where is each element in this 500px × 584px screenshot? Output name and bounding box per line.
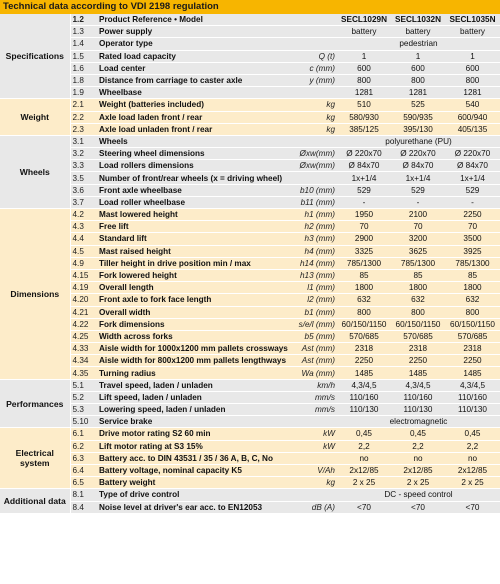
row-value-model-2: 632 [391,294,445,306]
row-description: Tiller height in drive position min / max [97,257,289,269]
row-value-model-3: 2250 [445,209,500,221]
row-value-model-2: 800 [391,74,445,86]
row-number: 6.4 [70,464,97,476]
row-number: 4.4 [70,233,97,245]
row-value-model-1: 800 [337,306,391,318]
row-value-model-2: 395/130 [391,123,445,135]
technical-data-table [0,14,500,514]
row-value-model-3: 85 [445,269,500,281]
row-number: 4.20 [70,294,97,306]
row-number: 4.25 [70,330,97,342]
table-row [0,221,500,233]
row-value-model-1: 110/130 [337,404,391,416]
row-value-model-1: Ø 220x70 [337,148,391,160]
row-description: Lift speed, laden / unladen [97,391,289,403]
row-value-model-1: <70 [337,501,391,513]
row-value-model-3: 2x12/85 [445,464,500,476]
row-number: 4.33 [70,343,97,355]
row-unit: Ast (mm) [289,355,337,367]
row-unit: h3 (mm) [289,233,337,245]
row-description: Distance from carriage to caster axle [97,74,289,86]
row-number: 3.1 [70,135,97,147]
row-number: 5.2 [70,391,97,403]
row-description: Battery voltage, nominal capacity K5 [97,464,289,476]
row-value-model-2: 1281 [391,87,445,99]
row-unit: Q (t) [289,50,337,62]
table-row [0,62,500,74]
row-description: Aisle width for 800x1200 mm pallets lengthways [97,355,289,367]
row-value-model-3: 2 x 25 [445,477,500,489]
row-unit: b11 (mm) [289,196,337,208]
row-value-span: electromagnetic [337,416,500,428]
row-value-model-2: <70 [391,501,445,513]
row-number: 1.5 [70,50,97,62]
table-row [0,489,500,501]
row-unit: h4 (mm) [289,245,337,257]
row-unit [289,489,337,501]
row-value-model-1: Ø 84x70 [337,160,391,172]
row-value-model-2: 1485 [391,367,445,379]
row-number: 5.3 [70,404,97,416]
row-number: 4.22 [70,318,97,330]
row-value-model-2: battery [391,26,445,38]
row-value-model-3: 2318 [445,343,500,355]
row-value-model-2: 525 [391,99,445,111]
row-value-model-1: 110/160 [337,391,391,403]
table-row [0,318,500,330]
table-row [0,87,500,99]
row-description: Travel speed, laden / unladen [97,379,289,391]
table-row [0,501,500,513]
row-unit [289,452,337,464]
row-value-model-1: 4,3/4,5 [337,379,391,391]
row-value-model-3: 70 [445,221,500,233]
row-value-model-3: 540 [445,99,500,111]
row-description: Overall width [97,306,289,318]
row-number: 6.5 [70,477,97,489]
row-value-model-2: 2100 [391,209,445,221]
row-unit: Øxw(mm) [289,160,337,172]
row-description: Load center [97,62,289,74]
row-value-model-2: Ø 84x70 [391,160,445,172]
row-number: 1.4 [70,38,97,50]
row-description: Aisle width for 1000x1200 mm pallets crossways [99,344,288,354]
row-number: 4.2 [70,209,97,221]
row-number: 6.3 [70,452,97,464]
table-row [0,306,500,318]
row-value-model-1: 1 [337,50,391,62]
table-row [0,172,500,184]
row-value-model-1: 70 [337,221,391,233]
row-value-model-1: 600 [337,62,391,74]
table-row [0,160,500,172]
row-description: Load rollers dimensions [97,160,289,172]
row-value-model-3: 405/135 [445,123,500,135]
row-description: Product Reference • Model [97,14,289,26]
row-value-model-3: no [445,452,500,464]
row-value-model-1: 800 [337,74,391,86]
row-unit: V/Ah [289,464,337,476]
row-description: Free lift [97,221,289,233]
row-number: 3.5 [70,172,97,184]
row-value-model-3: - [445,196,500,208]
row-unit: y (mm) [289,74,337,86]
row-unit: dB (A) [289,501,337,513]
row-value-span: pedestrian [337,38,500,50]
table-row [0,148,500,160]
row-unit: kg [289,477,337,489]
row-unit: kW [289,428,337,440]
row-unit: kW [289,440,337,452]
row-value-model-3: 4,3/4,5 [445,379,500,391]
row-value-model-2: 785/1300 [391,257,445,269]
row-value-model-1: 510 [337,99,391,111]
table-row [0,135,500,147]
row-unit: Øxw(mm) [289,148,337,160]
row-value-model-1: 1950 [337,209,391,221]
group-label: Weight [0,99,70,136]
row-description: Number of front/rear wheels (x = driving wheel) [97,172,289,184]
row-value-model-1: 1281 [337,87,391,99]
row-unit: c (mm) [289,62,337,74]
row-number: 1.9 [70,87,97,99]
row-value-model-3: 785/1300 [445,257,500,269]
row-unit: h13 (mm) [289,269,337,281]
row-description: Type of drive control [97,489,289,501]
row-value-model-1: 570/685 [337,330,391,342]
row-value-model-2: 2 x 25 [391,477,445,489]
row-value-model-2: 600 [391,62,445,74]
row-unit [289,172,337,184]
row-value-model-1: 0,45 [337,428,391,440]
row-unit: km/h [289,379,337,391]
row-number: 8.4 [70,501,97,513]
group-label: Additional data [0,489,70,513]
row-description: Fork dimensions [97,318,289,330]
row-number: 4.9 [70,257,97,269]
row-value-model-1: 2,2 [337,440,391,452]
row-value-model-1: 785/1300 [337,257,391,269]
row-value-model-1: 632 [337,294,391,306]
row-value-model-2: 1 [391,50,445,62]
row-number: 5.10 [70,416,97,428]
row-number: 4.5 [70,245,97,257]
row-value-model-1: 1800 [337,282,391,294]
table-row [0,245,500,257]
row-value-model-1: no [337,452,391,464]
row-number: 6.2 [70,440,97,452]
row-description: Mast lowered height [97,209,289,221]
row-value-model-2: 3200 [391,233,445,245]
row-value-model-3: 1281 [445,87,500,99]
row-number: 3.2 [70,148,97,160]
table-row [0,99,500,111]
row-value-model-3: 110/130 [445,404,500,416]
table-row [0,391,500,403]
table-row [0,257,500,269]
row-number: 4.15 [70,269,97,281]
row-description: Front axle to fork face length [97,294,289,306]
row-value-model-3: 2250 [445,355,500,367]
row-value-model-3: 3925 [445,245,500,257]
row-number: 5.1 [70,379,97,391]
row-description: Width across forks [97,330,289,342]
row-description: Battery acc. to DIN 43531 / 35 / 36 A, B, C, No [97,452,289,464]
row-unit: kg [289,123,337,135]
table-row [0,282,500,294]
row-value-model-2: SECL1032N [391,14,445,26]
row-unit: kg [289,99,337,111]
row-value-model-3: 60/150/1150 [445,318,500,330]
row-value-model-2: 0,45 [391,428,445,440]
row-number: 1.8 [70,74,97,86]
row-value-model-2: 2,2 [391,440,445,452]
group-label: Dimensions [0,209,70,380]
row-number: 4.35 [70,367,97,379]
row-number: 2.2 [70,111,97,123]
group-label: Wheels [0,135,70,208]
row-value-span: DC - speed control [337,489,500,501]
row-value-model-2: 2x12/85 [391,464,445,476]
row-description: Mast raised height [97,245,289,257]
row-unit: h2 (mm) [289,221,337,233]
row-number: 2.1 [70,99,97,111]
row-value-model-3: 1 [445,50,500,62]
row-description: Wheelbase [97,87,289,99]
table-row [0,330,500,342]
row-value-model-2: - [391,196,445,208]
row-value-model-1: 2250 [337,355,391,367]
table-row [0,38,500,50]
row-unit: b5 (mm) [289,330,337,342]
row-unit: Wa (mm) [289,367,337,379]
row-description: Battery weight [97,477,289,489]
table-row [0,26,500,38]
row-value-model-1: 1485 [337,367,391,379]
row-unit: s/e/l (mm) [289,318,337,330]
row-unit [289,38,337,50]
row-value-model-3: 600/940 [445,111,500,123]
row-value-model-2: 570/685 [391,330,445,342]
table-row [0,452,500,464]
row-number: 1.2 [70,14,97,26]
row-value-model-2: 2318 [391,343,445,355]
row-description: Lift motor rating at S3 15% [97,440,289,452]
row-description: Wheels [97,135,289,147]
row-value-model-3: SECL1035N [445,14,500,26]
row-value-model-3: 800 [445,306,500,318]
table-row [0,111,500,123]
row-number: 1.3 [70,26,97,38]
row-description: Axle load laden front / rear [97,111,289,123]
row-value-model-3: 570/685 [445,330,500,342]
row-description: Lowering speed, laden / unladen [97,404,289,416]
row-value-model-1: 529 [337,184,391,196]
row-value-model-2: 85 [391,269,445,281]
table-row [0,440,500,452]
row-unit: mm/s [289,391,337,403]
row-description: Turning radius [97,367,289,379]
row-description: Front axle wheelbase [97,184,289,196]
row-value-model-3: Ø 220x70 [445,148,500,160]
row-value-model-3: 2,2 [445,440,500,452]
row-value-model-2: Ø 220x70 [391,148,445,160]
row-unit [289,416,337,428]
row-value-model-1: 1x+1/4 [337,172,391,184]
row-value-model-1: - [337,196,391,208]
row-value-model-2: 800 [391,306,445,318]
row-description: Operator type [97,38,289,50]
row-unit: b1 (mm) [289,306,337,318]
row-unit: kg [289,111,337,123]
row-description: Standard lift [97,233,289,245]
row-description: Power supply [97,26,289,38]
table-row [0,123,500,135]
row-value-model-2: 2250 [391,355,445,367]
table-row [0,233,500,245]
row-description: Fork lowered height [97,269,289,281]
row-number: 3.3 [70,160,97,172]
row-unit: mm/s [289,404,337,416]
row-description: Noise level at driver's ear acc. to EN12053 [97,501,289,513]
row-value-model-2: 70 [391,221,445,233]
row-value-model-1: 580/930 [337,111,391,123]
row-number: 4.21 [70,306,97,318]
row-value-span: polyurethane (PU) [337,135,500,147]
row-description: Load roller wheelbase [97,196,289,208]
row-unit: b10 (mm) [289,184,337,196]
row-value-model-2: 529 [391,184,445,196]
row-unit: h1 (mm) [289,209,337,221]
table-row [0,404,500,416]
row-value-model-3: 110/160 [445,391,500,403]
table-row [0,269,500,281]
row-value-model-1: 2900 [337,233,391,245]
table-row [0,416,500,428]
row-unit: Ast (mm) [289,343,337,355]
table-row [0,294,500,306]
row-value-model-3: 632 [445,294,500,306]
row-number: 4.19 [70,282,97,294]
row-number: 4.3 [70,221,97,233]
row-value-model-3: battery [445,26,500,38]
row-value-model-2: 4,3/4,5 [391,379,445,391]
row-description: Overall length [97,282,289,294]
row-value-model-2: 1800 [391,282,445,294]
row-number: 3.6 [70,184,97,196]
group-label: Performances [0,379,70,428]
row-number: 8.1 [70,489,97,501]
row-unit [289,26,337,38]
group-label: Electrical system [0,428,70,489]
row-description: Drive motor rating S2 60 min [97,428,289,440]
table-row [0,428,500,440]
table-row [0,367,500,379]
row-value-model-1: 2 x 25 [337,477,391,489]
row-description: Steering wheel dimensions [97,148,289,160]
table-body [0,14,500,513]
row-value-model-2: 3625 [391,245,445,257]
row-value-model-2: 110/130 [391,404,445,416]
row-description: Rated load capacity [97,50,289,62]
row-value-model-2: no [391,452,445,464]
row-number: 2.3 [70,123,97,135]
group-label: Specifications [0,14,70,99]
row-value-model-1: 3325 [337,245,391,257]
table-row [0,464,500,476]
row-description: Service brake [97,416,289,428]
row-value-model-3: 1x+1/4 [445,172,500,184]
table-row [0,50,500,62]
table-row [0,196,500,208]
row-description: Axle load unladen front / rear [97,123,289,135]
table-title: Technical data according to VDI 2198 regulation [0,0,500,14]
table-row [0,477,500,489]
row-value-model-1: 85 [337,269,391,281]
row-value-model-3: 0,45 [445,428,500,440]
row-value-model-1: 60/150/1150 [337,318,391,330]
row-value-model-2: 1x+1/4 [391,172,445,184]
row-value-model-2: 110/160 [391,391,445,403]
row-number: 4.34 [70,355,97,367]
row-unit [289,87,337,99]
row-unit: l1 (mm) [289,282,337,294]
row-value-model-2: 60/150/1150 [391,318,445,330]
row-number: 3.7 [70,196,97,208]
row-value-model-1: 2318 [337,343,391,355]
row-value-model-3: Ø 84x70 [445,160,500,172]
table-row [0,74,500,86]
table-row [0,343,500,355]
row-unit [289,135,337,147]
row-value-model-1: 2x12/85 [337,464,391,476]
row-value-model-3: 600 [445,62,500,74]
row-unit: h14 (mm) [289,257,337,269]
row-value-model-1: 385/125 [337,123,391,135]
table-row [0,14,500,26]
row-number: 6.1 [70,428,97,440]
table-row [0,379,500,391]
row-unit: l2 (mm) [289,294,337,306]
table-row [0,184,500,196]
row-value-model-3: <70 [445,501,500,513]
row-number: 1.6 [70,62,97,74]
row-value-model-2: 590/935 [391,111,445,123]
table-row [0,355,500,367]
row-value-model-3: 800 [445,74,500,86]
row-value-model-3: 529 [445,184,500,196]
row-value-model-3: 1485 [445,367,500,379]
table-row [0,209,500,221]
row-value-model-3: 1800 [445,282,500,294]
row-unit [289,14,337,26]
row-value-model-3: 3500 [445,233,500,245]
row-value-model-1: SECL1029N [337,14,391,26]
row-value-model-1: battery [337,26,391,38]
row-description: Weight (batteries included) [97,99,289,111]
